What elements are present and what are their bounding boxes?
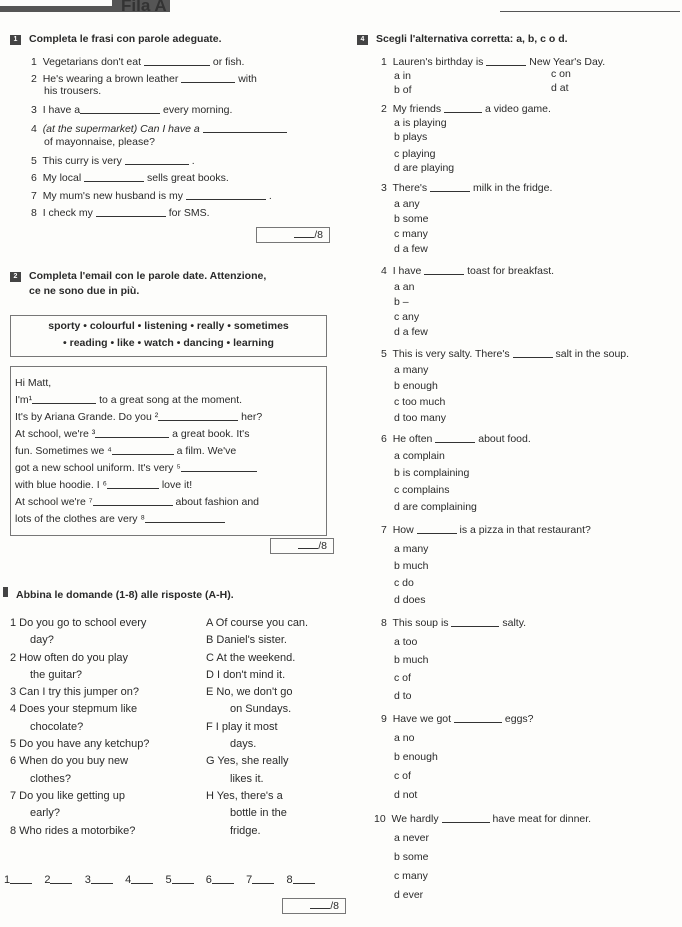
ex1-item-7: 7 My mum's new husband is my . xyxy=(31,190,272,202)
ex4-q8: 8 This soup is salty. xyxy=(381,617,527,629)
ex4-q2-opt-d[interactable]: d are playing xyxy=(394,162,455,174)
ex4-q4-opt-b[interactable]: b – xyxy=(394,296,409,308)
ex4-q2: 2 My friends a video game. xyxy=(381,103,551,115)
email-line-2: It's by Ariana Grande. Do you ² her? xyxy=(15,411,263,423)
ex4-q10-opt-d[interactable]: d ever xyxy=(394,889,424,901)
answer-h: H Yes, there's a xyxy=(206,789,283,802)
question-1: 1 Do you go to school every xyxy=(10,617,147,629)
question-6: 6 When do you buy new xyxy=(10,755,129,768)
question-1-cont: day? xyxy=(30,634,54,647)
blank[interactable] xyxy=(424,265,464,275)
blank[interactable] xyxy=(252,874,274,884)
ex1-item-3: 3 I have a every morning. xyxy=(31,104,233,116)
blank[interactable] xyxy=(125,155,189,165)
answer-c: C At the weekend. xyxy=(206,651,296,664)
blank[interactable] xyxy=(181,462,257,472)
blank[interactable] xyxy=(435,433,475,443)
question-3: 3 Can I try this jumper on? xyxy=(10,686,140,699)
email-box xyxy=(10,366,327,536)
answer-d: D I don't mind it. xyxy=(206,668,286,681)
answer-e-cont: on Sundays. xyxy=(230,703,292,716)
word-box-line-1: sporty • colourful • listening • really • sometimes xyxy=(48,320,289,332)
question-4: 4 Does your stepmum like xyxy=(10,703,138,716)
ex4-q7-opt-c[interactable]: c do xyxy=(394,577,414,589)
blank[interactable] xyxy=(430,182,470,192)
ex4-q5: 5 This is very salty. There's salt in the soup. xyxy=(381,348,630,360)
question-2-cont: the guitar? xyxy=(30,668,82,681)
ex4-q6-opt-a[interactable]: a complain xyxy=(394,450,445,462)
ex1-item-2-cont: his trousers. xyxy=(44,85,102,97)
ex4-q5-opt-a[interactable]: a many xyxy=(394,364,429,376)
ex4-q1: 1 Lauren's birthday is New Year's Day. xyxy=(381,56,606,68)
ex3-score: /8 xyxy=(282,898,346,914)
blank[interactable] xyxy=(91,874,113,884)
ex3-questions xyxy=(10,615,149,840)
email-line-1: I'm¹ to a great song at the moment. xyxy=(15,394,243,406)
word-box xyxy=(10,315,327,357)
blank[interactable] xyxy=(451,617,499,627)
ex4-q7-opt-b[interactable]: b much xyxy=(394,560,429,572)
ex2-score: /8 xyxy=(270,538,334,554)
blank[interactable] xyxy=(186,190,266,200)
blank[interactable] xyxy=(444,103,482,113)
answer-g: G Yes, she really xyxy=(206,755,289,768)
ex1-item-6: 6 My local sells great books. xyxy=(31,172,229,184)
blank[interactable] xyxy=(513,348,553,358)
ex4-q7-opt-a[interactable]: a many xyxy=(394,543,429,555)
ex4-q8-opt-b[interactable]: b much xyxy=(394,654,429,666)
ex4-q8-opt-c[interactable]: c of xyxy=(394,672,411,684)
ex4-q1-opt-b[interactable]: b of xyxy=(394,84,412,96)
answer-b: B Daniel's sister. xyxy=(206,634,287,647)
ex4-q1-opt-d[interactable]: d at xyxy=(551,82,569,94)
question-8: 8 Who rides a motorbike? xyxy=(10,824,136,837)
blank[interactable] xyxy=(32,394,96,404)
ex1-item-1: 1 Vegetarians don't eat or fish. xyxy=(31,56,245,68)
email-greeting: Hi Matt, xyxy=(15,377,52,389)
ex4-q4-opt-d[interactable]: d a few xyxy=(394,326,428,338)
header-bar-notch xyxy=(0,0,112,6)
ex4-q5-opt-c[interactable]: c too much xyxy=(394,396,446,408)
answer-a: A Of course you can. xyxy=(206,617,309,629)
ex4-q9-opt-c[interactable]: c of xyxy=(394,770,411,782)
ex4-q9: 9 Have we got eggs? xyxy=(381,713,534,725)
answer-f: F I play it most xyxy=(206,720,278,733)
ex4-q3-opt-c[interactable]: c many xyxy=(394,228,428,240)
blank[interactable] xyxy=(145,513,225,523)
blank[interactable] xyxy=(172,874,194,884)
ex4-q6-opt-d[interactable]: d are complaining xyxy=(394,501,477,513)
ex4-q4-opt-a[interactable]: a an xyxy=(394,281,415,293)
blank[interactable] xyxy=(442,813,490,823)
ex4-number-badge: 4 xyxy=(357,35,368,45)
blank[interactable] xyxy=(96,207,166,217)
ex4-q3: 3 There's milk in the fridge. xyxy=(381,182,553,194)
ex2-heading-cont: ce ne sono due in più. xyxy=(29,285,140,297)
question-7: 7 Do you like getting up xyxy=(10,789,125,802)
email-line-5: got a new school uniform. It's very ⁵ xyxy=(15,462,257,474)
answer-f-cont: days. xyxy=(230,738,257,751)
ex4-q9-opt-a[interactable]: a no xyxy=(394,732,415,744)
blank[interactable] xyxy=(93,496,173,506)
ex1-item-8: 8 I check my for SMS. xyxy=(31,207,210,219)
ex4-q2-opt-b[interactable]: b plays xyxy=(394,131,428,143)
question-4-cont: chocolate? xyxy=(30,720,84,733)
word-box-line-2: • reading • like • watch • dancing • learning xyxy=(63,337,274,349)
ex4-q1-opt-c[interactable]: c on xyxy=(551,68,571,80)
ex4-q2-opt-a[interactable]: a is playing xyxy=(394,117,447,129)
answer-h-cont-2: fridge. xyxy=(230,824,261,837)
blank[interactable] xyxy=(181,73,235,83)
blank[interactable] xyxy=(203,123,287,133)
blank[interactable] xyxy=(212,874,234,884)
answer-e: E No, we don't go xyxy=(206,686,293,699)
blank[interactable] xyxy=(84,172,144,182)
blank[interactable] xyxy=(144,56,210,66)
blank[interactable] xyxy=(80,104,160,114)
ex4-q3-opt-b[interactable]: b some xyxy=(394,213,429,225)
ex4-q3-opt-a[interactable]: a any xyxy=(394,198,420,210)
question-7-cont: early? xyxy=(30,807,60,820)
ex4-q3-opt-d[interactable]: d a few xyxy=(394,243,428,255)
ex2-heading: 2 Completa l'email con le parole date. Attenzione, xyxy=(10,270,266,282)
blank[interactable] xyxy=(95,428,169,438)
answer-h-cont: bottle in the xyxy=(230,807,287,820)
ex4-q9-opt-b[interactable]: b enough xyxy=(394,751,438,763)
question-6-cont: clothes? xyxy=(30,772,71,785)
ex3-heading: Abbina le domande (1-8) alle risposte (A-H). xyxy=(3,587,234,601)
blank[interactable] xyxy=(454,713,502,723)
blank[interactable] xyxy=(417,524,457,534)
page-title: Fila A xyxy=(121,0,167,15)
ex1-item-4: 4 (at the supermarket) Can I have a xyxy=(31,123,287,135)
blank[interactable] xyxy=(10,874,32,884)
blank[interactable] xyxy=(107,479,159,489)
ex4-q5-opt-d[interactable]: d too many xyxy=(394,412,446,424)
ex3-number-badge xyxy=(3,587,8,597)
ex1-score: /8 xyxy=(256,227,330,243)
email-line-8: lots of the clothes are very ⁸ xyxy=(15,513,225,525)
ex4-q7: 7 How is a pizza in that restaurant? xyxy=(381,524,591,536)
ex3-answers xyxy=(206,615,308,840)
blank[interactable] xyxy=(131,874,153,884)
ex4-q1-opt-a[interactable]: a in xyxy=(394,70,411,82)
ex4-q2-opt-c[interactable]: c playing xyxy=(394,148,436,160)
email-line-3: At school, we're ³ a great book. It's xyxy=(15,428,250,440)
blank[interactable] xyxy=(486,56,526,66)
question-2: 2 How often do you play xyxy=(10,651,129,664)
ex4-q7-opt-d[interactable]: d does xyxy=(394,594,426,606)
ex1-number-badge: 1 xyxy=(10,35,21,45)
ex4-q6: 6 He often about food. xyxy=(381,433,531,445)
name-line xyxy=(500,11,680,12)
blank[interactable] xyxy=(50,874,72,884)
ex4-q10-opt-b[interactable]: b some xyxy=(394,851,429,863)
email-line-4: fun. Sometimes we ⁴ a film. We've xyxy=(15,445,237,457)
ex4-q6-opt-b[interactable]: b is complaining xyxy=(394,467,470,479)
ex1-item-2: 2 He's wearing a brown leather with xyxy=(31,73,257,85)
ex1-heading: 1 Completa le frasi con parole adeguate. xyxy=(10,33,222,45)
ex4-q9-opt-d[interactable]: d not xyxy=(394,789,418,801)
ex4-q10: 10 We hardly have meat for dinner. xyxy=(374,813,592,825)
ex4-q4: 4 I have toast for breakfast. xyxy=(381,265,555,277)
ex1-item-5: 5 This curry is very . xyxy=(31,155,195,167)
ex3-answer-slots: 1 2 3 4 5 6 7 8 xyxy=(4,874,315,886)
question-5: 5 Do you have any ketchup? xyxy=(10,738,150,751)
ex4-q10-opt-a[interactable]: a never xyxy=(394,832,430,844)
email-line-7: At school we're ⁷ about fashion and xyxy=(15,496,260,508)
answer-g-cont: likes it. xyxy=(230,772,264,785)
ex4-q8-opt-a[interactable]: a too xyxy=(394,636,418,648)
ex4-q8-opt-d[interactable]: d to xyxy=(394,690,412,702)
ex4-q4-opt-c[interactable]: c any xyxy=(394,311,420,323)
email-line-6: with blue hoodie. I ⁶ love it! xyxy=(15,479,193,491)
ex4-q10-opt-c[interactable]: c many xyxy=(394,870,428,882)
ex1-item-4-cont: of mayonnaise, please? xyxy=(44,136,155,148)
blank[interactable] xyxy=(158,411,238,421)
blank[interactable] xyxy=(112,445,174,455)
ex4-heading: 4 Scegli l'alternativa corretta: a, b, c o d. xyxy=(357,33,568,45)
ex4-q6-opt-c[interactable]: c complains xyxy=(394,484,450,496)
blank[interactable] xyxy=(293,874,315,884)
ex2-number-badge: 2 xyxy=(10,272,21,282)
ex4-q5-opt-b[interactable]: b enough xyxy=(394,380,438,392)
